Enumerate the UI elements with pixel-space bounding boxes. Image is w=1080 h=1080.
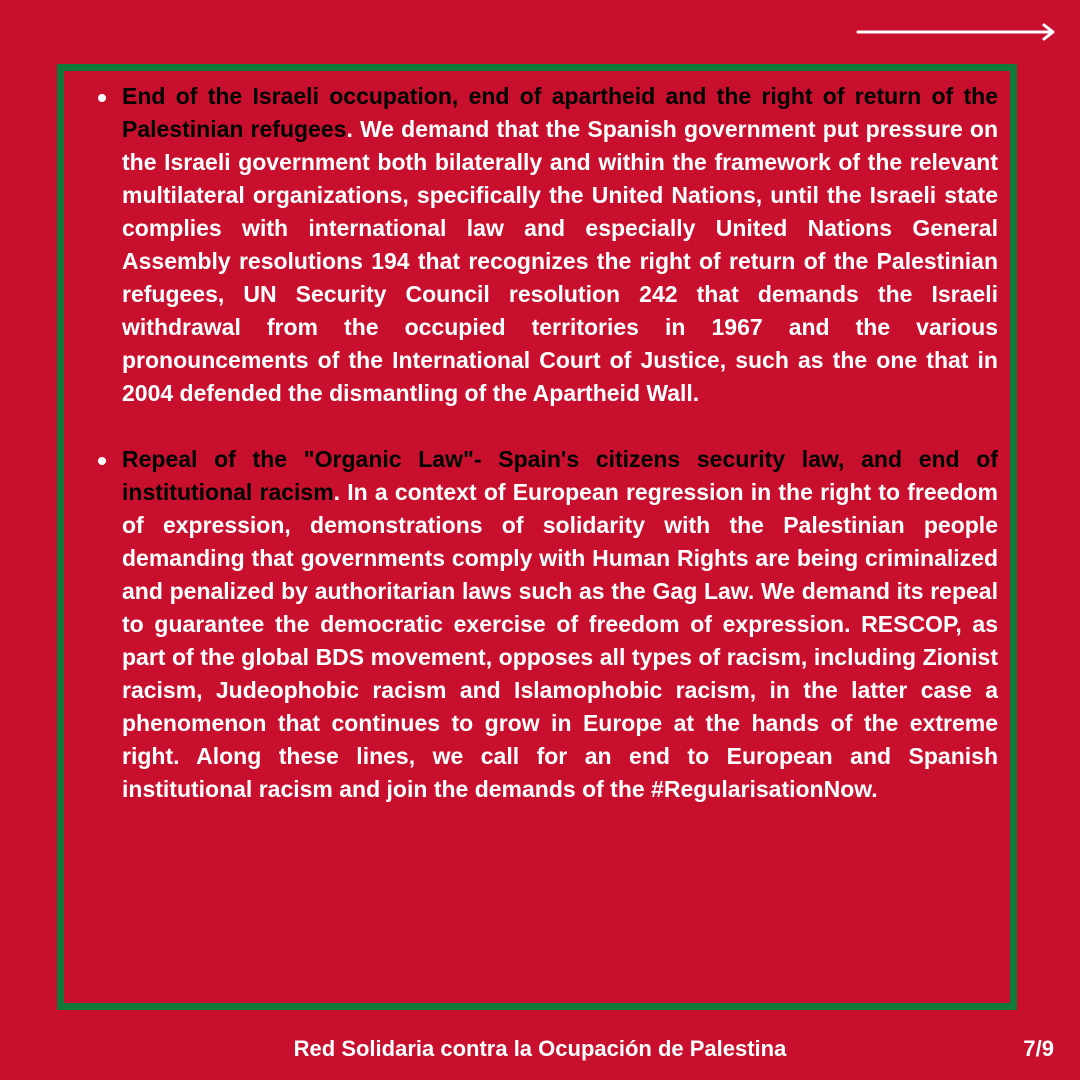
organization-name: Red Solidaria contra la Ocupación de Palestina [293, 1036, 787, 1061]
bullet-icon [98, 457, 106, 465]
item-body: . We demand that the Spanish government put pressure on the Israeli government both bilaterally and within the framework of the relevant multilateral organizations, specifically the United Nations, until the Israeli state complies with international law and especially United Nations General Assembly resolutions 194 that recognizes the right of return of the Palestinian refugees, UN Security Council resolution 242 that demands the Israeli withdrawal from the occupied territories in 1967 and the various pronouncements of the International Court of Justice, such as the one that in 2004 defended the dismantling of the Apartheid Wall. [122, 116, 998, 406]
item-heading: End of the Israeli occupation, end of apartheid and the right of return of the Palestinian refugees [122, 83, 998, 142]
item-heading: Repeal of the "Organic Law"- Spain's citizens security law, and end of institutional racism [122, 446, 998, 505]
bullet-icon [98, 94, 106, 102]
list-item [122, 443, 998, 806]
item-body: . In a context of European regression in the right to freedom of expression, demonstrations of solidarity with the Palestinian people demanding that governments comply with Human Rights are being criminalized and penalized by authoritarian laws such as the Gag Law. We demand its repeal to guarantee the democratic exercise of freedom of expression. RESCOP, as part of the global BDS movement, opposes all types of racism, including Zionist racism, Judeophobic racism and Islamophobic racism, in the latter case a phenomenon that continues to grow in Europe at the hands of the extreme right. Along these lines, we call for an end to European and Spanish institutional racism and join the demands of the #RegularisationNow. [122, 479, 998, 802]
list-item [122, 80, 998, 410]
demands-list [122, 80, 998, 806]
page-number: 7/9 [1023, 1036, 1054, 1061]
arrow-right-icon[interactable] [856, 22, 1058, 42]
